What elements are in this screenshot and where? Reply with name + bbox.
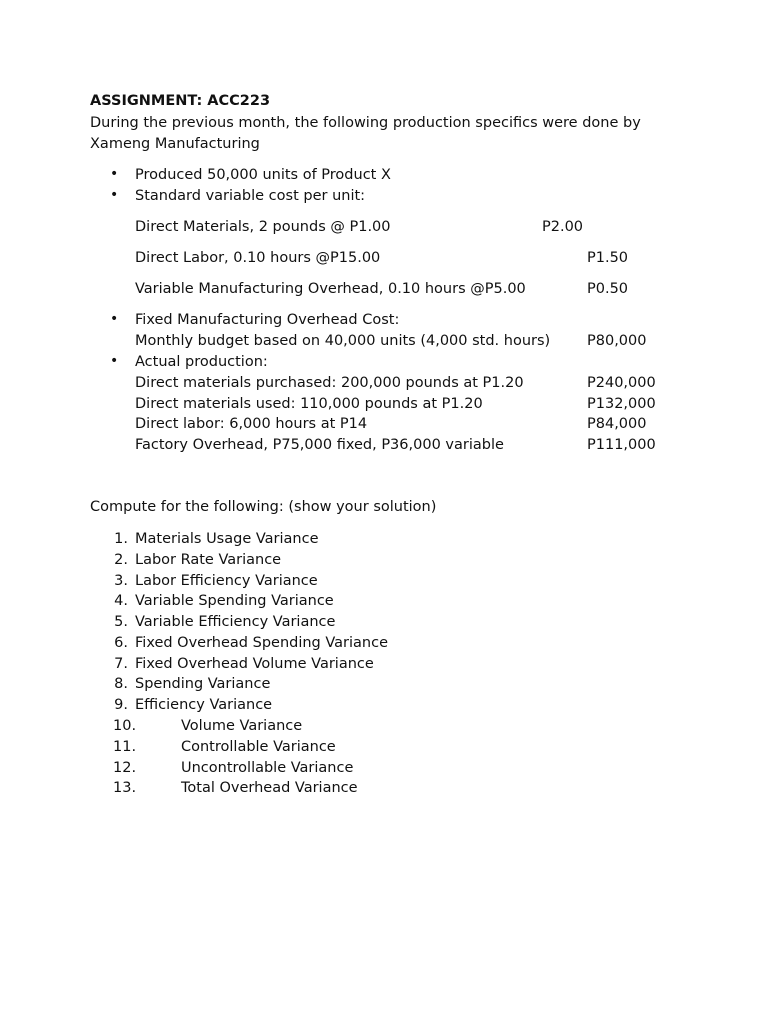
standard-cost-label: Direct Materials, 2 pounds @ P1.00 (135, 219, 391, 235)
standard-cost-label: Variable Manufacturing Overhead, 0.10 hours @P5.00 (135, 281, 526, 297)
task-item: Uncontrollable Variance (181, 760, 354, 776)
task-item: Labor Efficiency Variance (135, 573, 318, 589)
bullet-fixed-overhead: Fixed Manufacturing Overhead Cost: (135, 312, 400, 328)
actual-item-amount: P111,000 (587, 437, 656, 453)
task-item: Fixed Overhead Volume Variance (135, 656, 374, 672)
task-number: 8. (114, 676, 128, 692)
task-item: Variable Spending Variance (135, 593, 334, 609)
standard-cost-amount: P0.50 (587, 281, 629, 297)
standard-cost-amount: P1.50 (587, 250, 629, 266)
task-item: Spending Variance (135, 676, 271, 692)
task-number: 6. (114, 635, 128, 651)
task-item: Materials Usage Variance (135, 531, 319, 547)
task-item: Variable Efficiency Variance (135, 614, 336, 630)
task-number: 10. (113, 718, 137, 734)
task-item: Fixed Overhead Spending Variance (135, 635, 389, 651)
actual-item-amount: P132,000 (587, 396, 656, 412)
task-number: 9. (114, 697, 128, 713)
fixed-budget-amount: P80,000 (587, 333, 647, 349)
actual-item-label: Direct materials purchased: 200,000 pounds at P1.20 (135, 375, 524, 391)
task-item: Volume Variance (181, 718, 303, 734)
actual-item-amount: P84,000 (587, 416, 647, 432)
bullet-marker: • (110, 311, 119, 327)
fixed-budget-label: Monthly budget based on 40,000 units (4,000 std. hours) (135, 333, 551, 349)
bullet-actual-production: Actual production: (135, 354, 268, 370)
task-item: Efficiency Variance (135, 697, 273, 713)
task-number: 7. (114, 656, 128, 672)
standard-cost-label: Direct Labor, 0.10 hours @P15.00 (135, 250, 381, 266)
bullet-marker: • (110, 187, 119, 203)
task-number: 3. (114, 573, 128, 589)
bullet-standard-cost: Standard variable cost per unit: (135, 188, 366, 204)
bullet-produced: Produced 50,000 units of Product X (135, 167, 391, 183)
task-number: 13. (113, 780, 137, 796)
bullet-marker: • (110, 353, 119, 369)
task-number: 4. (114, 593, 128, 609)
task-number: 12. (113, 760, 137, 776)
actual-item-amount: P240,000 (587, 375, 656, 391)
task-item: Controllable Variance (181, 739, 336, 755)
task-item: Labor Rate Variance (135, 552, 282, 568)
assignment-title: ASSIGNMENT: ACC223 (90, 93, 271, 109)
actual-item-label: Factory Overhead, P75,000 fixed, P36,000 variable (135, 437, 504, 453)
task-number: 5. (114, 614, 128, 630)
task-item: Total Overhead Variance (181, 780, 358, 796)
actual-item-label: Direct materials used: 110,000 pounds at P1.20 (135, 396, 483, 412)
task-number: 1. (114, 531, 128, 547)
standard-cost-amount: P2.00 (542, 219, 584, 235)
task-number: 11. (113, 739, 137, 755)
intro-line-1: During the previous month, the following production specifics were done by (90, 115, 641, 131)
actual-item-label: Direct labor: 6,000 hours at P14 (135, 416, 368, 432)
compute-heading: Compute for the following: (show your solution) (90, 499, 437, 515)
intro-line-2: Xameng Manufacturing (90, 136, 260, 152)
task-number: 2. (114, 552, 128, 568)
bullet-marker: • (110, 166, 119, 182)
